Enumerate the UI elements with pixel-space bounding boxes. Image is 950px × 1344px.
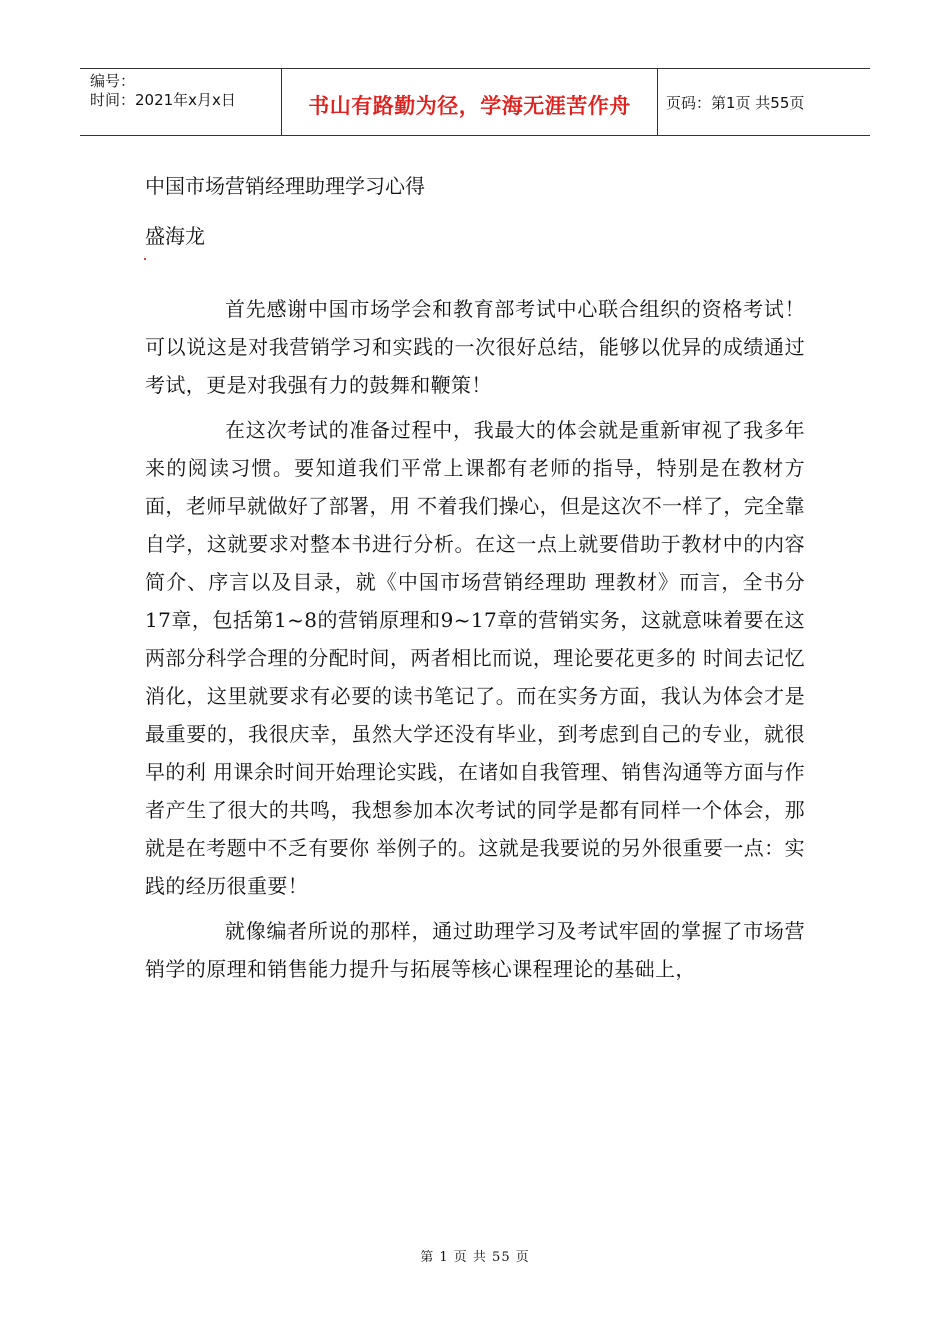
header-meta (80, 69, 282, 135)
document-number-label: 编号： (90, 72, 136, 90)
page-info-text: 页码：第1页 共55页 (666, 93, 805, 112)
header-motto: 书山有路勤为径，学海无涯苦作舟 (308, 94, 631, 118)
body-paragraph: 首先感谢中国市场学会和教育部考试中心联合组织的资格考试！可以说这是对我营销学习和实践的一次很好总结，能够以优异的成绩通过考试，更是对我强有力的鼓舞和鞭策！ (145, 297, 805, 397)
document-title: 中国市场营销经理助理学习心得 (145, 174, 425, 198)
header-page-info (658, 69, 870, 135)
body-paragraph: 就像编者所说的那样，通过助理学习及考试牢固的掌握了市场营销学的原理和销售能力提升与拓展等核心课程理论的基础上， (145, 919, 805, 981)
decorative-dot (144, 258, 146, 260)
page-header (80, 68, 870, 136)
document-author: 盛海龙 (145, 224, 205, 248)
document-body (145, 290, 805, 995)
body-paragraph: 在这次考试的准备过程中，我最大的体会就是重新审视了我多年来的阅读习惯。要知道我们平常上课都有老师的指导，特别是在教材方面，老师早就做好了部署，用 不着我们操心，但是这次不一样了，完全靠自学，这就要求对整本书进行分析。在这一点上就要借助于教材中的内容简介、序言以及目录，就《中国市场营销经理助 理教材》而言，全书分17章，包括第1~8的营销原理和9~17章的营销实务，这就意味着要在这两部分科学合理的分配时间，两者相比而说，理论要花更多的 时间去记忆消化，这里就要求有必要的读书笔记了。而在实务方面，我认为体会才是最重要的，我很庆幸，虽然大学还没有毕业，到考虑到自己的专业，就很早的利 用课余时间开始理论实践，在诸如自我管理、销售沟通等方面与作者产生了很大的共鸣，我想参加本次考试的同学是都有同样一个体会，那就是在考题中不乏有要你 举例子的。这就是我要说的另外很重要一点：实践的经历很重要！ (145, 418, 805, 898)
document-time-label: 时间：2021年x月x日 (90, 91, 236, 109)
page-footer: 第 1 页 共 55 页 (420, 1250, 530, 1265)
header-motto-cell (282, 69, 658, 135)
